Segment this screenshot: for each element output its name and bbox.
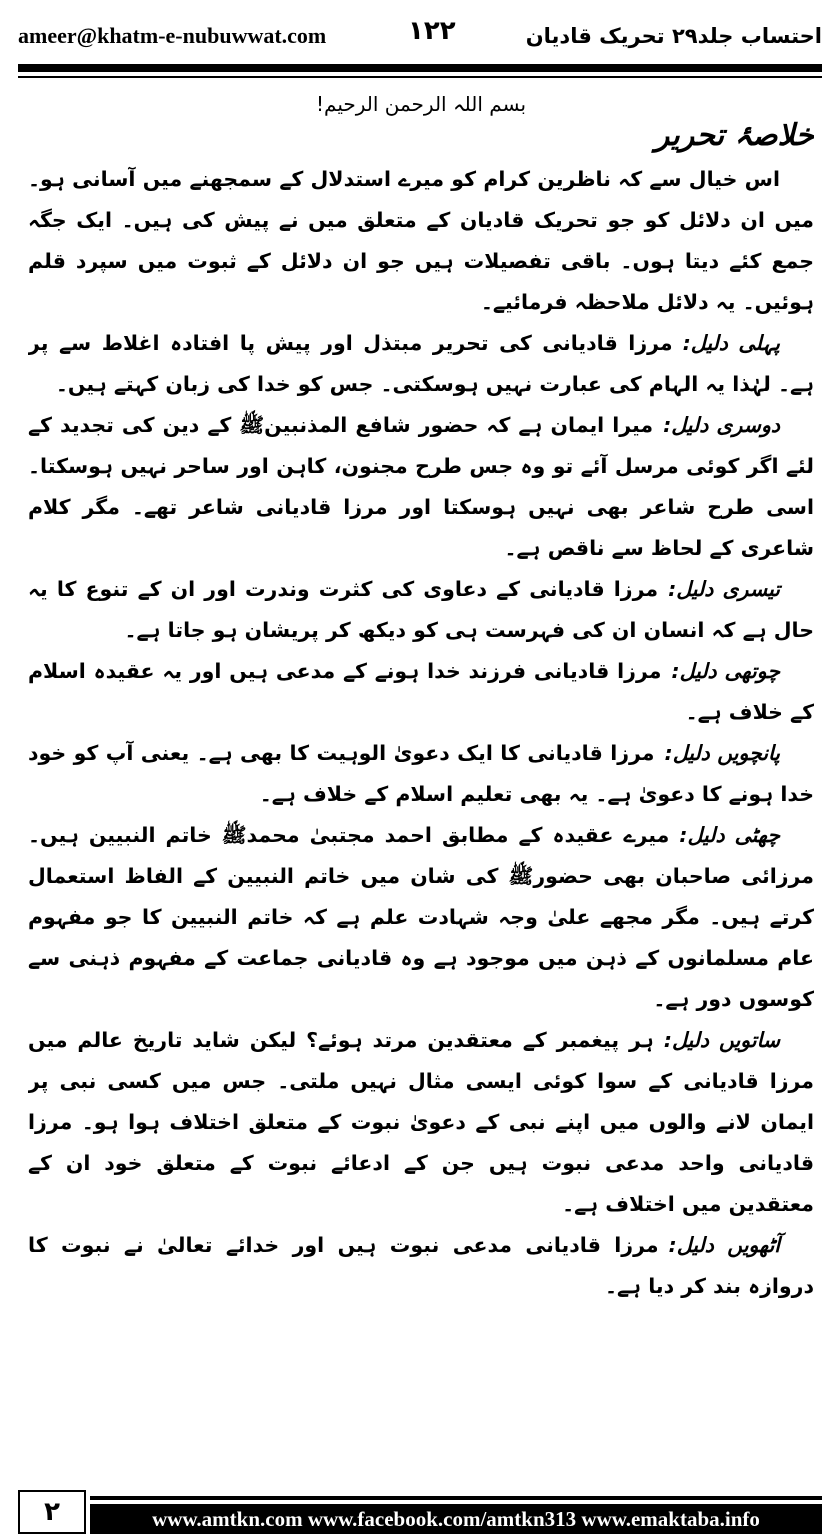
argument-7 xyxy=(28,1020,814,1225)
argument-1 xyxy=(28,323,814,405)
argument-text: مرزا قادیانی فرزند خدا ہونے کے مدعی ہیں اور یہ عقیدہ اسلام کے خلاف ہے۔ xyxy=(28,659,814,724)
argument-text: میرا ایمان ہے کہ حضور شافع المذنبینﷺ کے دین کی تجدید کے لئے اگر کوئی مرسل آئے تو وہ جس طرح مجنون، کاہن اور ساحر نہیں ہوسکتا۔ اسی طرح شاعر بھی نہیں ہوسکتا اور مرزا قادیانی شاعر تھے۔ مگر کلام شاعری کے لحاظ سے ناقص ہے۔ xyxy=(28,413,814,560)
footer-links: www.amtkn.com www.facebook.com/amtkn313 www.emaktaba.info xyxy=(90,1504,822,1534)
argument-text: ہر پیغمبر کے معتقدین مرتد ہوئے؟ لیکن شاید تاریخ عالم میں مرزا قادیانی کے سوا کوئی ایسی مثال نہیں ملتی۔ جس میں کسی نبی پر ایمان لانے والوں میں اپنے نبی کے دعویٰ نبوت کے متعلق اختلاف ہوا ہو۔ مرزا قادیانی واحد مدعی نبوت ہیں جن کے ادعائے نبوت کے متعلق خود ان کے معتقدین میں اختلاف ہے۔ xyxy=(28,1028,814,1216)
argument-5 xyxy=(28,733,814,815)
argument-3 xyxy=(28,569,814,651)
argument-8 xyxy=(28,1225,814,1307)
argument-6 xyxy=(28,815,814,1020)
section-heading: خلاصۂ تحریر xyxy=(654,118,814,153)
argument-label: تیسری دلیل: xyxy=(668,577,780,601)
page-header xyxy=(18,14,822,58)
footer-page-number: ۲ xyxy=(18,1490,86,1534)
intro-paragraph: اس خیال سے کہ ناظرین کرام کو میرے استدلال کے سمجھنے میں آسانی ہو۔ میں ان دلائل کو جو تحریک قادیان کے متعلق میں نے پیش کی ہیں۔ ایک جگہ جمع کئے دیتا ہوں۔ باقی تفصیلات ہیں جو ان دلائل کے ثبوت میں سپرد قلم ہوئیں۔ یہ دلائل ملاحظہ فرمائیے۔ xyxy=(28,167,814,314)
page-footer xyxy=(18,1490,822,1534)
page-body xyxy=(28,88,814,1478)
argument-label: پہلی دلیل: xyxy=(682,331,781,355)
footer-rule xyxy=(90,1496,822,1500)
argument-4 xyxy=(28,651,814,733)
argument-text: مرزا قادیانی کا ایک دعویٰ الوہیت کا بھی ہے۔ یعنی آپ کو خود خدا ہونے کا دعویٰ ہے۔ یہ بھی تعلیم اسلام کے خلاف ہے۔ xyxy=(28,741,814,806)
argument-text: مرزا قادیانی کے دعاوی کی کثرت وندرت اور ان کے تنوع کا یہ حال ہے کہ انسان ان کی فہرست ہی کو دیکھ کر پریشان ہو جاتا ہے۔ xyxy=(28,577,814,642)
argument-text: مرزا قادیانی مدعی نبوت ہیں اور خدائے تعالیٰ نے نبوت کا دروازہ بند کر دیا ہے۔ xyxy=(28,1233,814,1298)
page-number: ۱۲۲ xyxy=(408,16,456,46)
argument-label: چھٹی دلیل: xyxy=(679,823,780,847)
bismillah: بسم اللہ الرحمن الرحیم! xyxy=(315,92,527,116)
argument-label: دوسری دلیل: xyxy=(663,413,780,437)
argument-label: پانچویں دلیل: xyxy=(664,741,780,765)
running-title: احتساب جلد۲۹ تحریک قادیان xyxy=(525,24,822,48)
argument-label: ساتویں دلیل: xyxy=(663,1028,781,1052)
header-rule-thin xyxy=(18,76,822,78)
argument-text: میرے عقیدہ کے مطابق احمد مجتبیٰ محمدﷺ خاتم النبیین ہیں۔ مرزائی صاحبان بھی حضورﷺ کی شان میں خاتم النبیین کے الفاظ استعمال کرتے ہیں۔ مگر مجھے علیٰ وجہ شہادت علم ہے کہ خاتم النبیین کا جو مفہوم عام مسلمانوں کے ذہن میں موجود ہے وہ قادیانی جماعت کے مفہوم ذہنی سے کوسوں دور ہے۔ xyxy=(28,823,814,1011)
argument-text: مرزا قادیانی کی تحریر مبتذل اور پیش پا افتادہ اغلاط سے پر ہے۔ لہٰذا یہ الہام کی عبارت نہیں ہوسکتی۔ جس کو خدا کی زبان کہتے ہیں۔ xyxy=(28,331,814,396)
argument-label: آٹھویں دلیل: xyxy=(668,1233,780,1257)
header-rule-thick xyxy=(18,64,822,72)
argument-label: چوتھی دلیل: xyxy=(671,659,780,683)
argument-2 xyxy=(28,405,814,569)
header-email: ameer@khatm-e-nubuwwat.com xyxy=(18,23,327,48)
